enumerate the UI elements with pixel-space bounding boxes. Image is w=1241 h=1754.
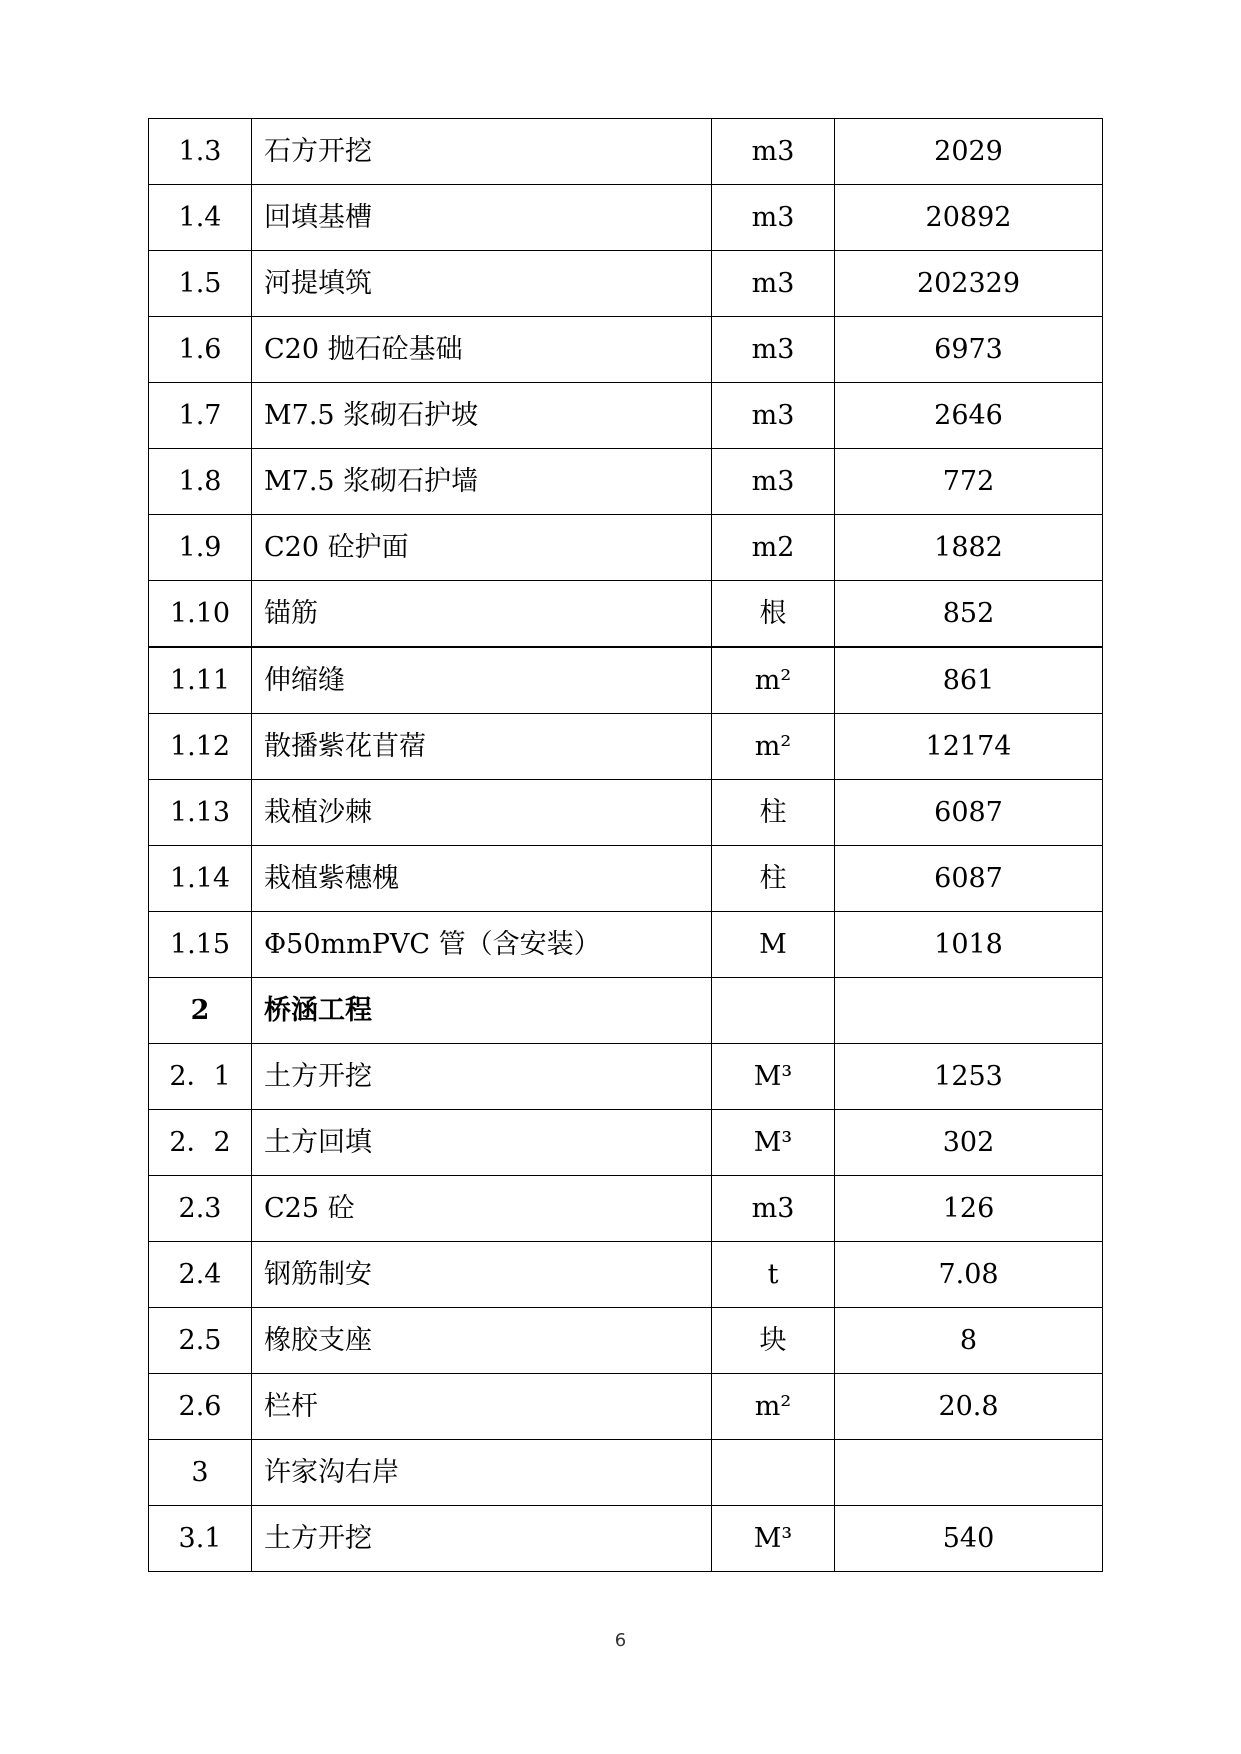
item-name-cell: C25 砼	[252, 1176, 712, 1242]
quantity-cell: 6087	[835, 846, 1103, 912]
quantity-cell	[835, 978, 1103, 1044]
item-name-cell: 桥涵工程	[252, 978, 712, 1044]
unit-cell: 块	[712, 1308, 835, 1374]
item-name-cell: 栽植紫穗槐	[252, 846, 712, 912]
item-name-cell: 土方开挖	[252, 1506, 712, 1572]
item-number-cell: 2	[149, 978, 252, 1044]
table-body	[149, 119, 1103, 1572]
unit-cell: m3	[712, 317, 835, 383]
unit-cell: 根	[712, 581, 835, 648]
item-number-cell: 1.14	[149, 846, 252, 912]
item-number-cell: 3	[149, 1440, 252, 1506]
item-number-cell: 2.5	[149, 1308, 252, 1374]
item-name-cell: 锚筋	[252, 581, 712, 648]
quantity-cell: 202329	[835, 251, 1103, 317]
unit-cell: m3	[712, 185, 835, 251]
unit-cell: 柱	[712, 780, 835, 846]
unit-cell	[712, 978, 835, 1044]
quantity-cell: 20.8	[835, 1374, 1103, 1440]
item-name-cell: 石方开挖	[252, 119, 712, 185]
unit-cell: m3	[712, 383, 835, 449]
item-number-cell: 2．2	[149, 1110, 252, 1176]
unit-cell: m²	[712, 714, 835, 780]
item-name-cell: 河提填筑	[252, 251, 712, 317]
item-name-cell: C20 抛石砼基础	[252, 317, 712, 383]
quantity-cell	[835, 1440, 1103, 1506]
table-row	[149, 1308, 1103, 1374]
quantity-cell: 852	[835, 581, 1103, 648]
unit-cell: m3	[712, 1176, 835, 1242]
item-number-cell: 1.13	[149, 780, 252, 846]
unit-cell: m3	[712, 119, 835, 185]
quantity-cell: 12174	[835, 714, 1103, 780]
table-row	[149, 449, 1103, 515]
table-row	[149, 1110, 1103, 1176]
quantity-cell: 1018	[835, 912, 1103, 978]
table-row	[149, 383, 1103, 449]
table-row	[149, 251, 1103, 317]
quantity-cell: 540	[835, 1506, 1103, 1572]
unit-cell: m2	[712, 515, 835, 581]
item-number-cell: 2．1	[149, 1044, 252, 1110]
quantity-cell: 1882	[835, 515, 1103, 581]
item-name-cell: 橡胶支座	[252, 1308, 712, 1374]
item-name-cell: M7.5 浆砌石护坡	[252, 383, 712, 449]
item-number-cell: 1.5	[149, 251, 252, 317]
table-row	[149, 1440, 1103, 1506]
item-name-cell: Φ50mmPVC 管（含安装）	[252, 912, 712, 978]
item-number-cell: 1.15	[149, 912, 252, 978]
item-number-cell: 1.6	[149, 317, 252, 383]
table-row	[149, 1506, 1103, 1572]
table-row	[149, 1044, 1103, 1110]
unit-cell: m3	[712, 251, 835, 317]
section-row	[149, 978, 1103, 1044]
table-row	[149, 185, 1103, 251]
quantity-cell: 7.08	[835, 1242, 1103, 1308]
item-name-cell: 土方回填	[252, 1110, 712, 1176]
unit-cell: 柱	[712, 846, 835, 912]
item-number-cell: 1.11	[149, 647, 252, 714]
item-name-cell: M7.5 浆砌石护墙	[252, 449, 712, 515]
item-number-cell: 2.3	[149, 1176, 252, 1242]
item-number-cell: 1.3	[149, 119, 252, 185]
table-row	[149, 581, 1103, 648]
table-row	[149, 846, 1103, 912]
unit-cell: t	[712, 1242, 835, 1308]
table-row	[149, 1176, 1103, 1242]
item-name-cell: C20 砼护面	[252, 515, 712, 581]
quantity-cell: 2029	[835, 119, 1103, 185]
table-row	[149, 912, 1103, 978]
item-name-cell: 钢筋制安	[252, 1242, 712, 1308]
table-row	[149, 714, 1103, 780]
unit-cell: M³	[712, 1506, 835, 1572]
unit-cell: m²	[712, 1374, 835, 1440]
quantity-cell: 20892	[835, 185, 1103, 251]
item-number-cell: 1.9	[149, 515, 252, 581]
item-name-cell: 回填基槽	[252, 185, 712, 251]
item-name-cell: 散播紫花苜蓿	[252, 714, 712, 780]
table-row	[149, 1242, 1103, 1308]
quantity-cell: 8	[835, 1308, 1103, 1374]
item-number-cell: 2.4	[149, 1242, 252, 1308]
item-name-cell: 伸缩缝	[252, 647, 712, 714]
item-number-cell: 3.1	[149, 1506, 252, 1572]
item-name-cell: 栽植沙棘	[252, 780, 712, 846]
item-name-cell: 栏杆	[252, 1374, 712, 1440]
quantity-cell: 772	[835, 449, 1103, 515]
unit-cell: m3	[712, 449, 835, 515]
unit-cell: M	[712, 912, 835, 978]
quantity-cell: 2646	[835, 383, 1103, 449]
table-row	[149, 1374, 1103, 1440]
item-number-cell: 1.10	[149, 581, 252, 648]
table-row	[149, 780, 1103, 846]
quantity-cell: 302	[835, 1110, 1103, 1176]
unit-cell: M³	[712, 1110, 835, 1176]
quantity-cell: 6973	[835, 317, 1103, 383]
item-name-cell: 许家沟右岸	[252, 1440, 712, 1506]
item-number-cell: 1.8	[149, 449, 252, 515]
unit-cell: m²	[712, 647, 835, 714]
item-number-cell: 1.4	[149, 185, 252, 251]
quantity-cell: 1253	[835, 1044, 1103, 1110]
unit-cell	[712, 1440, 835, 1506]
quantity-cell: 6087	[835, 780, 1103, 846]
quantity-cell: 861	[835, 647, 1103, 714]
table-row	[149, 119, 1103, 185]
unit-cell: M³	[712, 1044, 835, 1110]
item-number-cell: 1.7	[149, 383, 252, 449]
page-number: 6	[614, 1630, 627, 1651]
item-name-cell: 土方开挖	[252, 1044, 712, 1110]
item-number-cell: 1.12	[149, 714, 252, 780]
table-row	[149, 317, 1103, 383]
quantity-cell: 126	[835, 1176, 1103, 1242]
quantity-table	[148, 118, 1103, 1572]
table-row	[149, 647, 1103, 714]
table-row	[149, 515, 1103, 581]
item-number-cell: 2.6	[149, 1374, 252, 1440]
